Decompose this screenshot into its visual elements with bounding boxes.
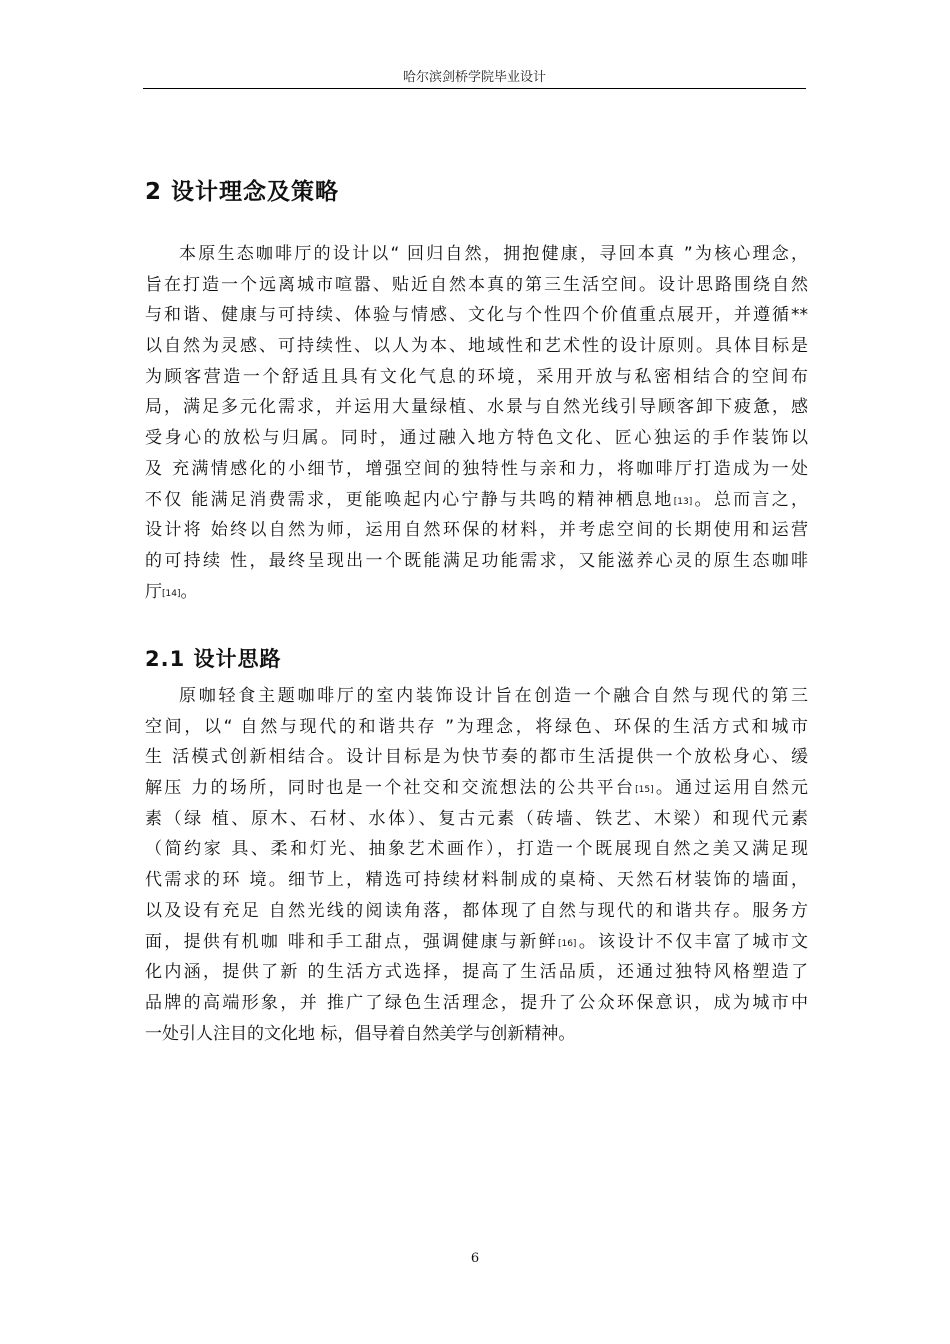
subsection-heading: 2.1 设计思路 — [145, 647, 282, 671]
text-line: 品牌的高端形象，并 推广了绿色生活理念，提升了公众环保意识，成为城市中 — [145, 992, 808, 1013]
text-line: 及 充满情感化的小细节，增强空间的独特性与亲和力，将咖啡厅打造成为一处 — [145, 458, 808, 479]
text-line: （简约家 具、柔和灯光、抽象艺术画作），打造一个既展现自然之美又满足现 — [145, 839, 808, 860]
text-line: 代需求的环 境。细节上，精选可持续材料制成的桌椅、天然石材装饰的墙面， — [145, 870, 808, 891]
section-body — [145, 239, 808, 607]
text-line: 原咖轻食主题咖啡厅的室内装饰设计旨在创造一个融合自然与现代的第三 — [179, 686, 808, 706]
text-line: 旨在打造一个远离城市喧嚣、贴近自然本真的第三生活空间。设计思路围绕自然 — [145, 274, 808, 295]
section-heading: 2 设计理念及策略 — [145, 179, 340, 205]
citation-ref: [13] — [673, 496, 693, 507]
line-text: 面，提供有机咖 啡和手工甜点，强调健康与新鲜 — [145, 931, 558, 952]
header-divider — [143, 88, 806, 89]
text-line: 一处引人注目的文化地 标，倡导着自然美学与创新精神。 — [145, 1023, 576, 1044]
text-line: 本原生态咖啡厅的设计以“ 回归自然，拥抱健康，寻回本真 ”为核心理念， — [179, 244, 808, 264]
text-line: 为顾客营造一个舒适且具有文化气息的环境，采用开放与私密相结合的空间布 — [145, 366, 808, 387]
citation-ref: [14] — [162, 588, 181, 599]
text-line: 设计将 始终以自然为师，运用自然环保的材料，并考虑空间的长期使用和运营 — [145, 520, 808, 541]
line-text: 。通过运用自然元 — [653, 778, 809, 799]
text-line: 以自然为灵感、可持续性、以人为本、地域性和艺术性的设计原则。具体目标是 — [145, 336, 808, 357]
text-line — [145, 927, 808, 958]
running-header: 哈尔滨剑桥学院毕业设计 — [402, 70, 546, 85]
line-text: 。 — [180, 581, 198, 602]
text-line: 与和谐、健康与可持续、体验与情感、文化与个性四个价值重点展开，并遵循** — [145, 305, 808, 326]
text-line: 化内涵，提供了新 的生活方式选择，提高了生活品质，还通过独特风格塑造了 — [145, 962, 808, 983]
text-line: 局，满足多元化需求，并运用大量绿植、水景与自然光线引导顾客卸下疲惫，感 — [145, 397, 808, 418]
citation-ref: [16] — [557, 938, 577, 949]
text-line: 受身心的放松与归属。同时，通过融入地方特色文化、匠心独运的手作装饰以 — [145, 428, 808, 449]
text-line: 素（绿 植、原木、石材、水体）、复古元素（砖墙、铁艺、木梁）和现代元素 — [145, 808, 808, 829]
text-line: 空间，以“ 自然与现代的和谐共存 ”为理念，将绿色、环保的生活方式和城市 — [145, 716, 808, 737]
text-line — [145, 485, 808, 516]
page-number: 6 — [470, 1251, 480, 1266]
line-text: 。该设计不仅丰富了城市文 — [576, 931, 809, 952]
text-line — [145, 773, 808, 804]
text-line: 生 活模式创新相结合。设计目标是为快节奏的都市生活提供一个放松身心、缓 — [145, 747, 808, 768]
text-line: 以及设有充足 自然光线的阅读角落，都体现了自然与现代的和谐共存。服务方 — [145, 900, 808, 921]
citation-ref: [15] — [635, 785, 654, 796]
line-text: 。总而言之， — [692, 489, 809, 510]
line-text: 厅 — [145, 581, 162, 602]
line-text: 不仅 能满足消费需求，更能唤起内心宁静与共鸣的精神栖息地 — [145, 489, 674, 510]
subsection-body — [145, 681, 808, 1049]
text-line — [145, 577, 808, 608]
line-text: 解压 力的场所，同时也是一个社交和交流想法的公共平台 — [145, 778, 636, 799]
text-line: 的可持续 性，最终呈现出一个既能满足功能需求，又能滋养心灵的原生态咖啡 — [145, 550, 808, 571]
